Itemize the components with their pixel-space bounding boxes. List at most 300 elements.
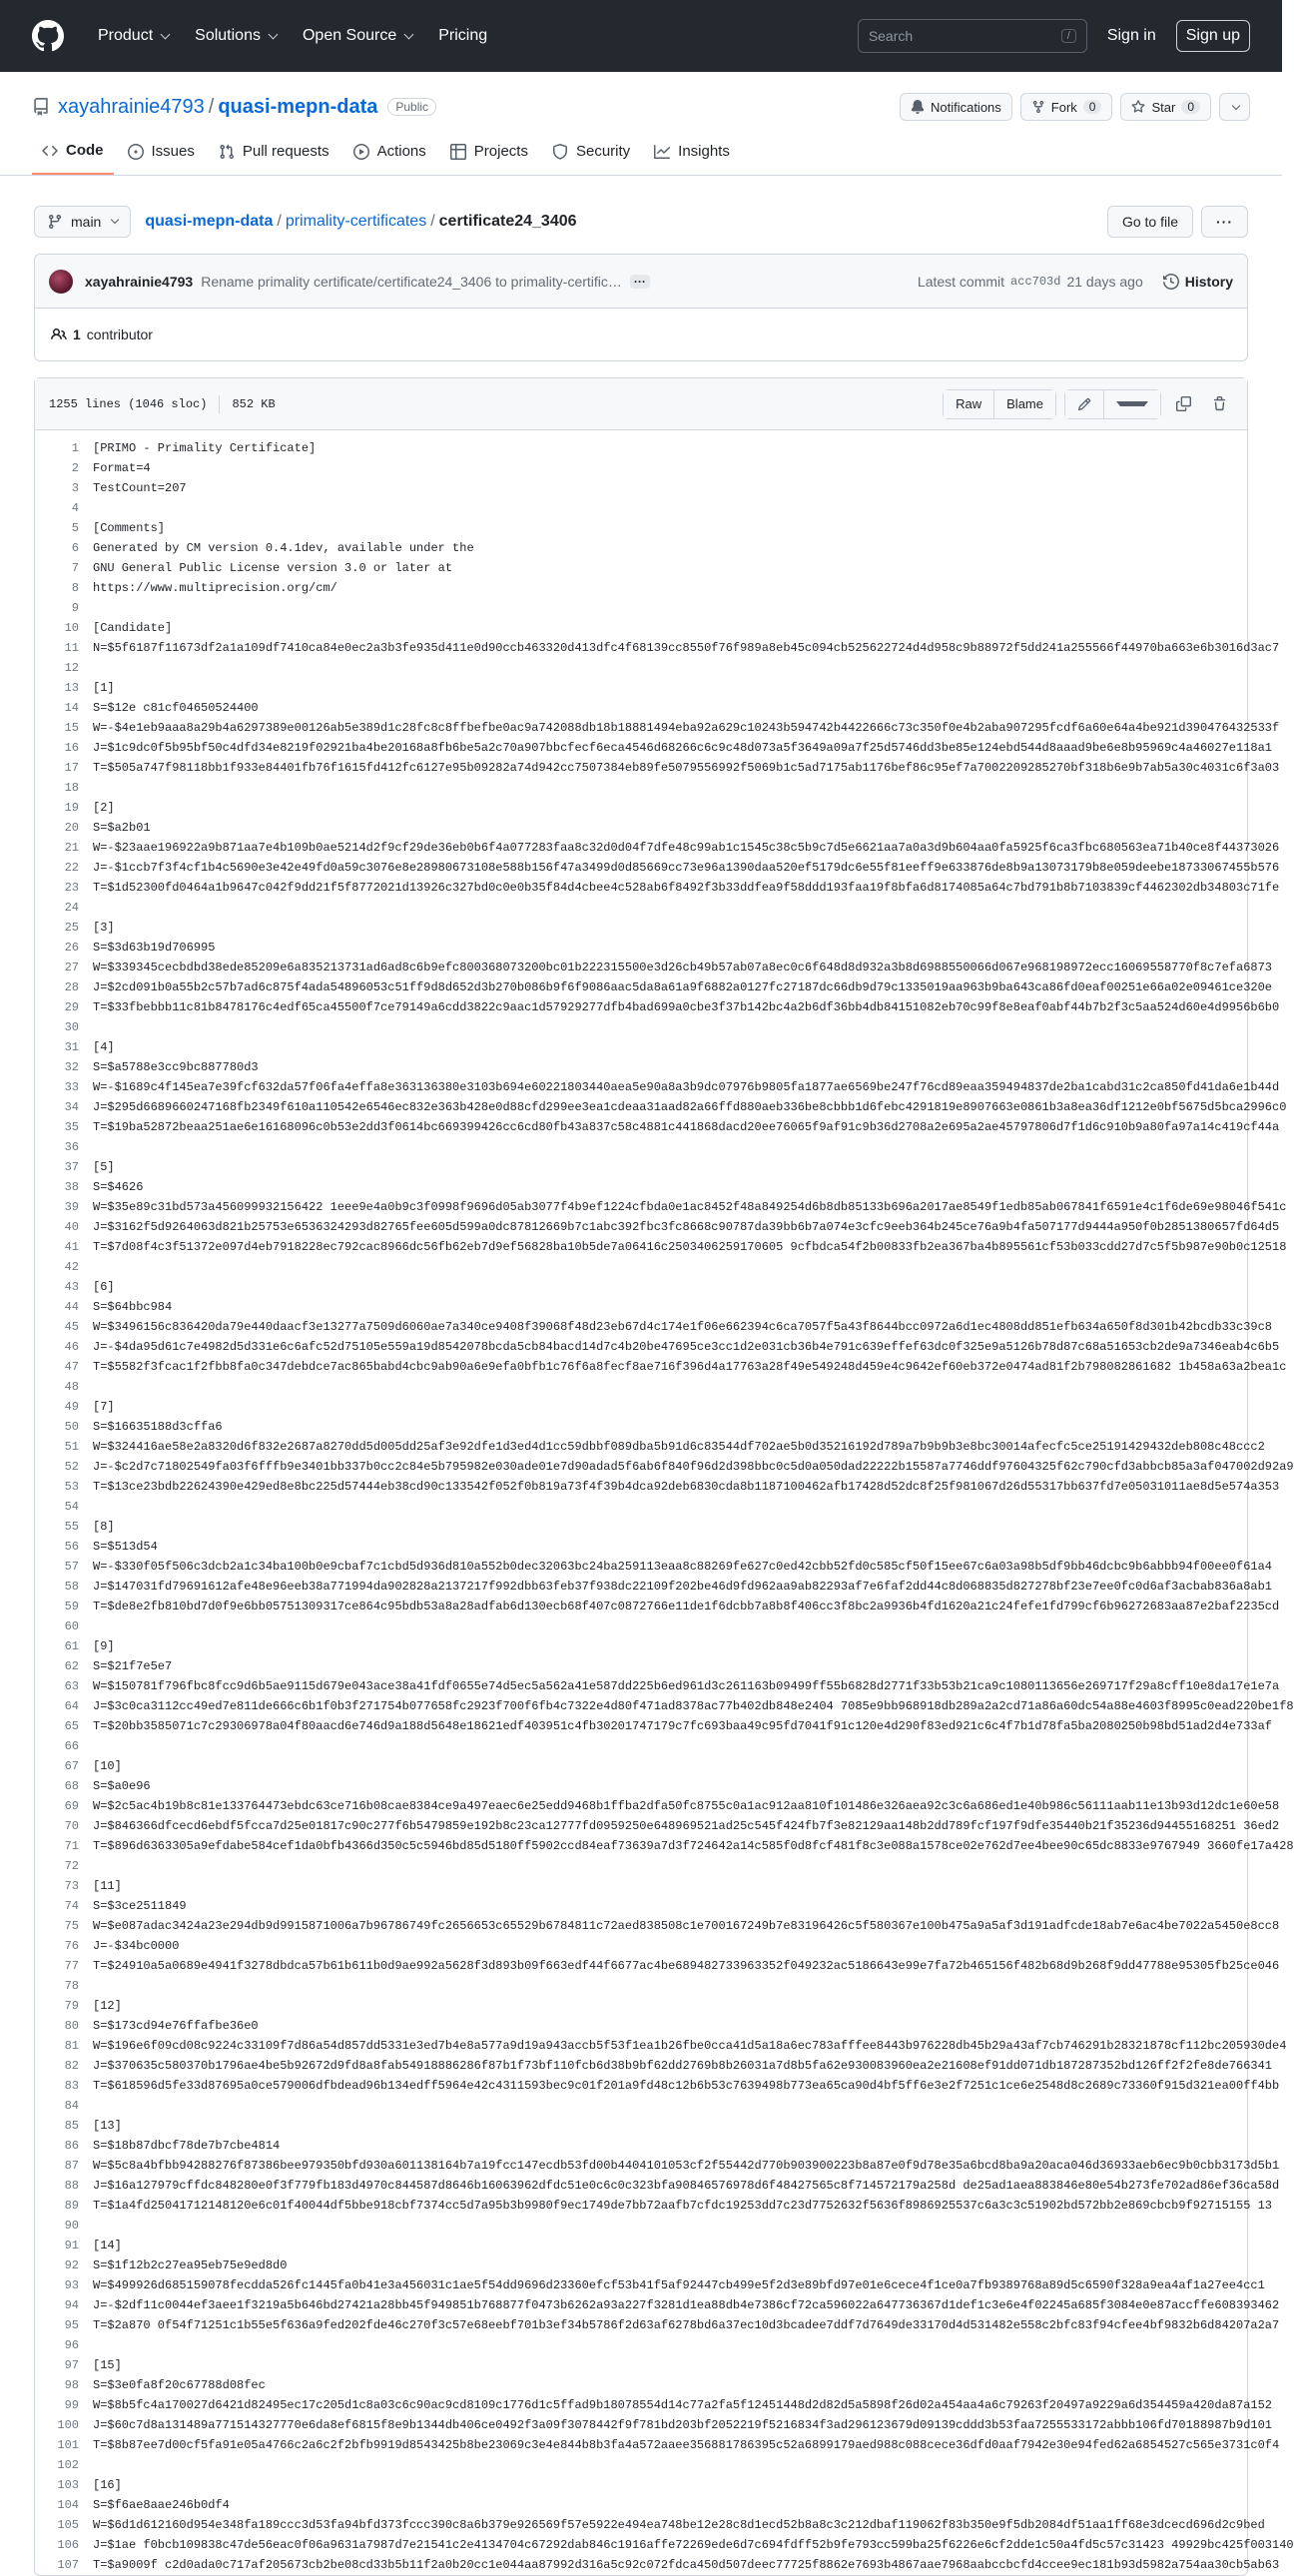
line-content: W=-$23aae196922a9b871aa7e4b109b0ae5214d2f9cf29de36eb0b6f4a077283faa8c32d0d04f7dfe48c99ab1c1545c38c5b9c7d5e6621aa7a0a3d9b604aa0fa5925f6ca3fbc680563ea71b40ce8f44373026: [93, 841, 1280, 855]
line-number[interactable]: 11: [64, 641, 79, 655]
line-number[interactable]: 76: [64, 1939, 79, 1953]
line-number[interactable]: 83: [64, 2079, 79, 2093]
line-content: [6]: [93, 1280, 115, 1294]
code-line: [35, 618, 1247, 638]
line-content: [4]: [93, 1040, 115, 1054]
line-number[interactable]: 103: [57, 2478, 79, 2492]
line-content: [5]: [93, 1160, 115, 1174]
line-number[interactable]: 71: [64, 1839, 79, 1853]
line-content: T=$1a4fd25041712148120e6c01f40044df5bbe918cbf7374cc5d7a95b3b9980f9ec1749de7bb72aafb7cfdc19253dd7c23d7752632f5636f8986925537c6a3c3c51902bd572bb2e869cbcb9f92715155 13: [93, 2199, 1272, 2213]
line-content: [3]: [93, 921, 115, 935]
code-line: [35, 2076, 1280, 2096]
line-number[interactable]: 94: [64, 2298, 79, 2312]
line-number[interactable]: 79: [64, 1999, 79, 2013]
code-line: [35, 1676, 1280, 1696]
code-line: [35, 878, 1280, 898]
line-number[interactable]: 3: [71, 481, 79, 495]
line-number[interactable]: 62: [64, 1659, 79, 1673]
code-line: [35, 1217, 1280, 1237]
code-line: [35, 658, 1247, 678]
line-content: W=-$1689c4f145ea7e39fcf632da57f06fa4effa8e363136380e3103b694e60221803440aea5e90a8a3b9dc07976b9805fa1877ae6569be247f76cd89eaa359494837de2ba1cabd31c2ca850fd41da6e1b44d: [93, 1080, 1280, 1094]
line-number[interactable]: 59: [64, 1600, 79, 1613]
line-number[interactable]: 74: [64, 1899, 79, 1913]
code-line: [35, 1736, 1247, 1756]
line-content: W=$2c5ac4b19b8c81e133764473ebdc63ce716b08cae8384ce9a497eaec6e25edd9468b1ffba2dfa50fc8755c0a1ac912aa810f101486e326aea92c3c6a686ed1e40b986c56111aab11e13b93d12dc1e60e58: [93, 1799, 1280, 1813]
line-content: S=$a0e96: [93, 1779, 151, 1793]
line-content: T=$33fbebbb11c81b8478176c4edf65ca45500f7ce79149a6cdd3822c9aac1d57929277dfb4bad699a0cbe3f37b142bc4a2b6df36bb4db84151082eb70c99f8e8eaf0abf44b7b2f3c5aa524d60e4d9956b6b0: [93, 1000, 1280, 1014]
line-content: J=$2cd091b0a55b2c57b7ad6c875f4ada54896053c51ff9d8d652d3b270b086b9f6f9086aac5da8a61a9f6882a0127fc27187dc66db9d79c1335019aa963b9ba643ca86fd0eaf00251e66a02e09461ce320e: [93, 980, 1272, 994]
line-number[interactable]: 66: [64, 1739, 79, 1753]
nav-solutions[interactable]: Solutions: [185, 19, 287, 53]
line-number[interactable]: 82: [64, 2059, 79, 2073]
code-line: [35, 558, 1247, 578]
line-number[interactable]: 93: [64, 2278, 79, 2292]
tab-pull-requests[interactable]: Pull requests: [209, 142, 339, 175]
line-number[interactable]: 48: [64, 1380, 79, 1394]
code-line: [35, 738, 1272, 758]
line-number[interactable]: 9: [71, 601, 79, 615]
line-number[interactable]: 68: [64, 1779, 79, 1793]
line-content: S=$f6ae8aae246b0df4: [93, 2498, 230, 2512]
line-number[interactable]: 102: [57, 2458, 79, 2472]
code-line: [35, 1716, 1272, 1736]
code-line: [35, 818, 1247, 838]
code-line: [35, 2495, 1247, 2515]
line-number[interactable]: 60: [64, 1619, 79, 1633]
line-content: J=$3162f5d9264063d821b25753e6536324293d82765fee605d599a0dc87812669b7c1abc392fbc3fc8668c90787da39bb6b7a074e3cfc9eeb364b245ce76a9b4fa507177d9444a950f0b2851380657fd64d5: [93, 1220, 1280, 1234]
line-number[interactable]: 49: [64, 1400, 79, 1414]
code-line: [35, 718, 1280, 738]
line-number[interactable]: 91: [64, 2239, 79, 2253]
code-line: [35, 1097, 1287, 1117]
tab-issues[interactable]: Issues: [118, 142, 205, 175]
code-line: [35, 1137, 1247, 1157]
line-number[interactable]: 2: [71, 461, 79, 475]
line-content: S=$3ce2511849: [93, 1899, 187, 1913]
code-line: [35, 478, 1247, 498]
line-number[interactable]: 56: [64, 1540, 79, 1554]
file-header: [35, 378, 1247, 430]
go-to-file-button[interactable]: Go to file: [1107, 206, 1193, 238]
copy-button[interactable]: [1169, 390, 1197, 418]
code-line: [35, 1636, 1247, 1656]
avatar[interactable]: [49, 270, 73, 294]
line-number[interactable]: 75: [64, 1919, 79, 1933]
tab-projects[interactable]: Projects: [440, 142, 538, 175]
code-line: [35, 1337, 1280, 1357]
line-number[interactable]: 10: [64, 621, 79, 635]
line-content: W=$324416ae58e2a8320d6f832e2687a8270dd5d005dd25af3e92dfe1d3ed4d1cc59dbbf089dba5b91d6c83544df702ae5b0d35216192d789a7b9b9b3e8bc30014afecfc5ce25191429432deb808c48ccc2: [93, 1440, 1265, 1454]
line-number[interactable]: 22: [64, 861, 79, 875]
line-number[interactable]: 96: [64, 2338, 79, 2352]
code-line: [35, 1577, 1272, 1597]
line-content: T=$20bb3585071c7c29306978a04f80aacd6e746d9a188d5648e18621edf403951c4fb30201747179c7fc693baa49c95fd7041f91c120e4d290f83ed921c6c4f7b1d78fa5ba2080250b98bd51ad2d4e733af: [93, 1719, 1272, 1733]
line-number[interactable]: 80: [64, 2019, 79, 2033]
code-line: [35, 1357, 1287, 1377]
code-line: [35, 898, 1247, 918]
code-line: [35, 1117, 1280, 1137]
line-content: S=$3d63b19d706995: [93, 941, 216, 955]
code-line: [35, 2535, 1294, 2555]
search-shortcut-hint: /: [1061, 29, 1076, 43]
line-number[interactable]: 61: [64, 1639, 79, 1653]
line-number[interactable]: 28: [64, 980, 79, 994]
code-line: [35, 1477, 1280, 1497]
code-line: [35, 997, 1280, 1017]
line-number[interactable]: 45: [64, 1320, 79, 1334]
line-number[interactable]: 1: [71, 441, 79, 455]
repo-header: xayahrainie4793 / quasi-mepn-data Public Notifications Fork 0 Star 0 Code Issues Pull requests Actions Projects Security Insights: [0, 72, 1282, 176]
code-line: [35, 1656, 1247, 1676]
expand-commit-button[interactable]: ···: [630, 275, 650, 289]
line-content: J=$147031fd79691612afe48e96eeb38a771994da902828a2137217f992dbb63feb37f938dc22109f202be46d9fd962aa9ab82293af7e6faf2dd44c8d068835d827278bf23e7ee0fc0d6af3acbab836a8ab1: [93, 1580, 1272, 1594]
notifications-button[interactable]: Notifications: [900, 93, 1012, 121]
line-number[interactable]: 57: [64, 1560, 79, 1574]
line-number[interactable]: 46: [64, 1340, 79, 1354]
code-line: [35, 1397, 1247, 1417]
line-number[interactable]: 23: [64, 881, 79, 895]
code-line: [35, 2255, 1247, 2275]
line-number[interactable]: 84: [64, 2099, 79, 2113]
line-content: [2]: [93, 801, 115, 815]
line-content: J=-$2df11c0044ef3aee1f3219a5b646bd27421a28bb45f949851b768877f0473b6262a93a227f3281d1ea88db4e7386cf72ca596022a647736367d1def1c3e6e4f02245a685f3084e0e87accffe608393462: [93, 2298, 1280, 2312]
line-number[interactable]: 100: [57, 2418, 79, 2432]
line-content: S=$18b87dbcf78de7b7cbe4814: [93, 2139, 281, 2153]
line-number[interactable]: 63: [64, 1679, 79, 1693]
line-number[interactable]: 52: [64, 1460, 79, 1474]
code-line: [35, 1377, 1247, 1397]
line-number[interactable]: 21: [64, 841, 79, 855]
line-number[interactable]: 99: [64, 2398, 79, 2412]
chevron-down-icon: [161, 29, 171, 39]
line-content: W=$5c8a4bfbb94288276f87386bee979350bfd930a601138164b7a19fcc147ecdb53fd00b4404101053cf2f55442d770b903900223b8a87e0f9d78e35a6bcd8ba9a20aca046d36933aeb6ec9b0cbb3173d5b1: [93, 2159, 1280, 2173]
code-line: [35, 958, 1272, 977]
code-line: [35, 1037, 1247, 1057]
line-number[interactable]: 19: [64, 801, 79, 815]
line-number[interactable]: 78: [64, 1979, 79, 1993]
line-number[interactable]: 34: [64, 1100, 79, 1114]
code-line: [35, 1557, 1272, 1577]
table-icon: [450, 144, 466, 160]
star-count: 0: [1181, 100, 1200, 114]
tab-code[interactable]: Code: [32, 142, 114, 175]
line-number[interactable]: 41: [64, 1240, 79, 1254]
line-number[interactable]: 31: [64, 1040, 79, 1054]
line-content: [Comments]: [93, 521, 166, 535]
code-line: [35, 1417, 1247, 1437]
line-number[interactable]: 14: [64, 701, 79, 715]
code-line: [35, 1317, 1272, 1337]
line-content: T=$de8e2fb810bd7d0f9e6bb05751309317ce864c95bdb53a8a28adfab6d130ecb68f407c0872766e11de1f6dcbb7a8b8f406cc3f8bc2a9936b4fd1620a21c24fefe1fd799cf6b96272683aa87e2baf2235cd: [93, 1600, 1280, 1613]
edit-button[interactable]: [1065, 390, 1103, 418]
code-line: [35, 1297, 1247, 1317]
branch-icon: [47, 214, 63, 230]
line-content: N=$5f6187f11673df2a1a109df7410ca84e0ec2a3b3fe935d411e0d90ccb463320d413dfc4f68139cc8550f76f989a8eb45c094cb525622724d4d958c9b88972f5dd241a255566f44970ba663e6b3016d3ac7: [93, 641, 1280, 655]
nav-product[interactable]: Product: [88, 19, 179, 53]
line-content: J=-$34bc0000: [93, 1939, 180, 1953]
line-number[interactable]: 101: [57, 2438, 79, 2452]
commit-author[interactable]: xayahrainie4793: [85, 273, 194, 290]
line-number[interactable]: 106: [57, 2538, 79, 2552]
line-number[interactable]: 15: [64, 721, 79, 735]
code-line: [35, 858, 1280, 878]
line-number[interactable]: 17: [64, 761, 79, 775]
code-line: [35, 2415, 1272, 2435]
code-line: [35, 2216, 1247, 2236]
line-number[interactable]: 5: [71, 521, 79, 535]
line-content: J=-$1ccb7f3f4cf1b4c5690e3e42e49fd0a59c3076e8e28980673108e588b156f47a3499d0d85669cc73e96a1390daa520ef5179dc6e55f81eeff9e633876de8b9a13073179b8e059deebe18733067455b576: [93, 861, 1280, 875]
code-line: [35, 1616, 1247, 1636]
line-number[interactable]: 69: [64, 1799, 79, 1813]
line-number[interactable]: 42: [64, 1260, 79, 1274]
line-number[interactable]: 13: [64, 681, 79, 695]
line-number[interactable]: 65: [64, 1719, 79, 1733]
line-number[interactable]: 81: [64, 2039, 79, 2053]
code-line: [35, 2555, 1280, 2575]
contributors-label: contributor: [86, 326, 153, 342]
line-number[interactable]: 55: [64, 1520, 79, 1534]
line-number[interactable]: 51: [64, 1440, 79, 1454]
line-number[interactable]: 92: [64, 2258, 79, 2272]
star-dropdown-button[interactable]: [1219, 93, 1250, 121]
line-content: S=$4626: [93, 1180, 144, 1194]
line-number[interactable]: 30: [64, 1020, 79, 1034]
code-line: [35, 2136, 1247, 2156]
sign-in-link[interactable]: Sign in: [1106, 27, 1156, 44]
fork-button[interactable]: Fork 0: [1020, 93, 1113, 121]
contributors-row[interactable]: [35, 309, 1247, 360]
line-number[interactable]: 20: [64, 821, 79, 835]
people-icon: [51, 326, 67, 342]
line-number[interactable]: 77: [64, 1959, 79, 1973]
code-line: [35, 918, 1247, 938]
line-content: J=$16a127979cffdc848280e0f3f779fb183d4970c844587d8646b16063962dfdc51e0c6c0c323bfa90846576978d6f48427565c8f714572179a258d de25ad1aea883846e80e54b273fe702ad86ef36ca58d: [93, 2179, 1280, 2193]
code-line: [35, 2375, 1247, 2395]
line-content: W=$8b5fc4a170027d6421d82495ec17c205d1c8a03c6c90ac9cd8109c1776d1c5ffad9b18078554d14c77a2fa5f12451448d2d82d5a5898f26d02a454aa4a6c79263f20497a9229a6d354459a420da87a152: [93, 2398, 1272, 2412]
code-line: [35, 1077, 1280, 1097]
commit-message[interactable]: Rename primality certificate/certificate24_3406 to primality-certific…: [201, 273, 622, 290]
line-content: T=$896d6363305a9efdabe584cef1da0bfb4366d350c5c5946bd85d5180ff5902ccd84eaf73639a7d3f724642a14c585f0d8fcf481f8c3e088a1578ce02e762d7ee4bee90c65dc8833e9767949 3660fe17a428: [93, 1839, 1294, 1853]
search-box[interactable]: [858, 19, 1087, 53]
chevron-down-icon: [269, 29, 279, 39]
tab-insights[interactable]: Insights: [644, 142, 740, 175]
code-line: [35, 1497, 1247, 1517]
commit-sha[interactable]: acc703d: [1010, 274, 1061, 289]
code-line: [35, 1237, 1287, 1257]
nav-pricing[interactable]: Pricing: [438, 27, 488, 44]
line-number[interactable]: 12: [64, 661, 79, 675]
search-input[interactable]: [869, 28, 1048, 44]
code-line: [35, 1537, 1247, 1557]
line-number[interactable]: 25: [64, 921, 79, 935]
code-line: [35, 758, 1280, 778]
line-number[interactable]: 86: [64, 2139, 79, 2153]
history-icon: [1163, 274, 1179, 290]
line-number[interactable]: 105: [57, 2518, 79, 2532]
code-line: [35, 1157, 1247, 1177]
breadcrumb: quasi-mepn-data / primality-certificates / certificate24_3406: [145, 213, 577, 230]
line-number[interactable]: 64: [64, 1699, 79, 1713]
line-content: T=$505a747f98118bb1f933e84401fb76f1615fd412fc6127e95b09282a74d942cc7507384eb89fe5079556992f5069b1c5ad7175ab1176bef86c95ef7a7002209285270bf318b6e9b7ab5a30c4031c6f3a03: [93, 761, 1280, 775]
line-content: [14]: [93, 2239, 122, 2253]
line-number[interactable]: 58: [64, 1580, 79, 1594]
code-line: [35, 1696, 1294, 1716]
line-number[interactable]: 24: [64, 901, 79, 915]
latest-commit-box: [34, 254, 1248, 361]
code-line: [35, 2016, 1247, 2036]
line-number[interactable]: 36: [64, 1140, 79, 1154]
line-content: [15]: [93, 2358, 122, 2372]
tab-security[interactable]: Security: [542, 142, 640, 175]
nav-open-source[interactable]: Open Source: [293, 19, 422, 53]
line-number[interactable]: 8: [71, 581, 79, 595]
code-line: [35, 2036, 1287, 2056]
line-number[interactable]: 35: [64, 1120, 79, 1134]
line-number[interactable]: 95: [64, 2318, 79, 2332]
line-content: J=$846366dfcecd6ebdf5fcca7d25e01817c90c277f6b5479859e192b8c23ca12777fd0959250e648969521ad25c545f424fb7f3e82129aa148b2dd789fcf197f9dfe35440b21f35236d94455168251 36ed2: [93, 1819, 1280, 1833]
code-line: [35, 2275, 1265, 2295]
repo-owner-link[interactable]: xayahrainie4793: [58, 95, 205, 118]
line-number[interactable]: 6: [71, 541, 79, 555]
commit-time: 21 days ago: [1066, 273, 1143, 290]
code-line: [35, 2455, 1247, 2475]
line-number[interactable]: 40: [64, 1220, 79, 1234]
line-number[interactable]: 4: [71, 501, 79, 515]
line-number[interactable]: 104: [57, 2498, 79, 2512]
line-number[interactable]: 73: [64, 1879, 79, 1893]
line-number[interactable]: 27: [64, 961, 79, 974]
line-number[interactable]: 88: [64, 2179, 79, 2193]
line-content: [11]: [93, 1879, 122, 1893]
line-number[interactable]: 53: [64, 1480, 79, 1494]
code-line: [35, 2196, 1272, 2216]
code-line: [35, 2335, 1247, 2355]
line-content: J=$370635c580370b1796ae4be5b92672d9fd8a8fab54918886286f87b1f73bf110fcb6d38b9bf62dd2769b8b26031a7d8b5fa62e930083960ea2e21608ef91dd071db187287352bd126ff2f2fe8de766341: [93, 2059, 1272, 2073]
line-number[interactable]: 87: [64, 2159, 79, 2173]
sign-up-button[interactable]: Sign up: [1176, 20, 1250, 52]
tab-actions[interactable]: Actions: [343, 142, 436, 175]
code-line: [35, 838, 1280, 858]
code-line: [35, 1816, 1280, 1836]
line-content: J=-$c2d7c71802549fa03f6fffb9e3401bb337b0cc2c84e5b795982e030ade01e7d90adad5f6ab6f840f96d2d398bbc0c5d0a050dad22222b15587a7746ddf97604325f62c790cfd3abbcb85a3af047002d92a9: [93, 1460, 1294, 1474]
code-line: [35, 1197, 1287, 1217]
line-number[interactable]: 29: [64, 1000, 79, 1014]
breadcrumb-file: certificate24_3406: [438, 213, 577, 230]
line-number[interactable]: 54: [64, 1500, 79, 1514]
visibility-badge: Public: [387, 98, 436, 116]
line-number[interactable]: 33: [64, 1080, 79, 1094]
line-number[interactable]: 70: [64, 1819, 79, 1833]
line-number[interactable]: 32: [64, 1060, 79, 1074]
line-content: W=$35e89c31bd573a456099932156422 1eee9e4a0b9c3f0998f9696d05ab3077f4b9ef1224cfbda0e1ac8452f48a849254d6b8db85133b696a2017ae8549f1edb85ab067841f6591e4c1f6de69e98046f541c: [93, 1200, 1287, 1214]
code-line: [35, 1257, 1247, 1277]
code-line: [35, 1836, 1294, 1856]
breadcrumb-repo[interactable]: quasi-mepn-data: [145, 213, 274, 230]
line-number[interactable]: 50: [64, 1420, 79, 1434]
history-button[interactable]: History: [1163, 274, 1233, 290]
repo-icon: [32, 98, 50, 116]
line-number[interactable]: 89: [64, 2199, 79, 2213]
raw-button[interactable]: Raw: [944, 390, 993, 418]
line-number[interactable]: 98: [64, 2378, 79, 2392]
top-nav: [88, 19, 497, 53]
code-line: [35, 1876, 1247, 1896]
breadcrumb-folder[interactable]: primality-certificates: [285, 213, 427, 230]
line-content: S=$16635188d3cffa6: [93, 1420, 223, 1434]
delete-button[interactable]: [1205, 390, 1233, 418]
star-button[interactable]: Star 0: [1120, 93, 1211, 121]
github-logo-icon[interactable]: [32, 20, 64, 52]
line-number[interactable]: 90: [64, 2219, 79, 2233]
line-content: W=-$4e1eb9aaa8a29b4a6297389e00126ab5e389d1c28fc8c8ffbefbe0ac9a742088db18b18881494eba92a629c10243b594742b4422666c73c350f0e4b2aba907295fcdf6a60e64a4be921d390476432533f: [93, 721, 1280, 735]
latest-commit-label: Latest commit: [917, 273, 1005, 290]
more-options-button[interactable]: ···: [1201, 206, 1248, 238]
line-content: https://www.multiprecision.org/cm/: [93, 581, 337, 595]
branch-selector[interactable]: main: [34, 206, 131, 238]
raw-blame-group: [943, 389, 1056, 419]
line-number[interactable]: 72: [64, 1859, 79, 1873]
line-number[interactable]: 37: [64, 1160, 79, 1174]
line-content: S=$513d54: [93, 1540, 158, 1554]
line-content: S=$1f12b2c27ea95eb75e9ed8d0: [93, 2258, 288, 2272]
line-number[interactable]: 26: [64, 941, 79, 955]
line-content: T=$1d52300fd0464a1b9647c042f9dd21f5f8772021d13926c327bd0c0e0b35f84d4cbee4c528ab6f8492f3b33ddfea9f58ddd193faa19f8bfa6d8174085a64c7bd791b8b7103839cf4462302db34803c71fe: [93, 881, 1280, 895]
code-line: [35, 458, 1247, 478]
line-content: [PRIMO - Primality Certificate]: [93, 441, 317, 455]
line-content: W=$499926d685159078fecdda526fc1445fa0b41e3a456031c1ae5f54dd9696d23360efcf53b41f5af92447cb499e5f2d3e89bfd97e01e6cece4f1ce0a7fb9389768a89d5c6590f328a9ea4af1a27ee4cc1: [93, 2278, 1265, 2292]
line-number[interactable]: 7: [71, 561, 79, 575]
code-line: [35, 1916, 1280, 1936]
line-content: [9]: [93, 1639, 115, 1653]
code-line: [35, 698, 1247, 718]
code-line: [35, 2315, 1280, 2335]
code-line: [35, 2096, 1247, 2116]
bell-icon: [911, 100, 925, 114]
line-content: [13]: [93, 2119, 122, 2133]
shield-icon: [552, 144, 568, 160]
line-content: T=$19ba52872beaa251ae6e16168096c0b53e2dd3f0614bc669399426cc6cd80fb43a837c58c4881c441868dacd20ee76065f9af91c9b36d2708a2e695a2ae45797806d7f1d6c910b9a80fa97a14c419cf44a: [93, 1120, 1280, 1134]
line-number[interactable]: 107: [57, 2558, 79, 2572]
line-number[interactable]: 67: [64, 1759, 79, 1773]
line-content: J=$1c9dc0f5b95bf50c4dfd34e8219f02921ba4be20168a8fb6be5a2c70a907bbcfecf6eca4546d68266c6c9c48d073a5f3649a09a7f25d5746dd3be85e124ebd544d8aaad9be6e8b95969c4a46027e118a1: [93, 741, 1272, 755]
line-number[interactable]: 18: [64, 781, 79, 795]
line-number[interactable]: 16: [64, 741, 79, 755]
line-number[interactable]: 38: [64, 1180, 79, 1194]
code-line: [35, 1776, 1247, 1796]
line-content: GNU General Public License version 3.0 or later at: [93, 561, 453, 575]
edit-dropdown-button[interactable]: [1103, 390, 1160, 418]
line-content: W=-$330f05f506c3dcb2a1c34ba100b0e9cbaf7c1cbd5d936d810a552b0dec32063bc24ba259113eaa8c88269fe627c0ed42cbb52fd0c585cf50f15ee67c6a03a98b5df9bb46dcbc9b6abbb94f00ee0f61a4: [93, 1560, 1272, 1574]
line-number[interactable]: 39: [64, 1200, 79, 1214]
line-number[interactable]: 85: [64, 2119, 79, 2133]
line-number[interactable]: 43: [64, 1280, 79, 1294]
line-content: W=$6d1d612160d954e348fa189ccc3d53fa94bfd373fccc390c8a6b379e926569f57e5922e494ea748be12e28c8d1ecd52b8a8c3c212dbaf119062f83b350e9f5db2084df51aa1ff68e3dcecd696d2c9bed: [93, 2518, 1265, 2532]
line-content: W=$3496156c836420da79e440daacf3e13277a7509d6060ae7a340ce9408f39068f48d23eb67d4c174e1f06e662394c6ca7057f5a43f8644bcc0972a6d1ec4808dd851efb634a650f8d301b42bcdb33c39c8: [93, 1320, 1272, 1334]
code-view[interactable]: [35, 430, 1294, 2575]
blame-button[interactable]: Blame: [993, 390, 1055, 418]
repo-name-link[interactable]: quasi-mepn-data: [218, 95, 378, 118]
line-content: S=$173cd94e76ffafbe36e0: [93, 2019, 259, 2033]
line-content: T=$618596d5fe33d87695a0ce579006dfbdead96b134edff5964e42c4311593bec9c01f201a9fd48c12b6b53c7639498b773ea65ca90d4bf5ff6e3e2f7251c1ce6e2548d8c2689c73360f915d321ea00ff4bb: [93, 2079, 1280, 2093]
line-content: S=$64bbc984: [93, 1300, 173, 1314]
line-number[interactable]: 44: [64, 1300, 79, 1314]
pencil-icon: [1077, 397, 1091, 411]
line-content: [8]: [93, 1520, 115, 1534]
line-number[interactable]: 47: [64, 1360, 79, 1374]
line-content: J=-$4da95d61c7e4982d5d331e6c6afc52d75105e559a19d8542078bcda5cb84bacd14d7c4b20be47695ce3cc1d2e031cb36b4e791c639effef63dc0f325e9a5126b78d87c68a51653cb2de9a7346eab4c6b5: [93, 1340, 1280, 1354]
line-number[interactable]: 97: [64, 2358, 79, 2372]
copy-icon: [1176, 396, 1191, 411]
